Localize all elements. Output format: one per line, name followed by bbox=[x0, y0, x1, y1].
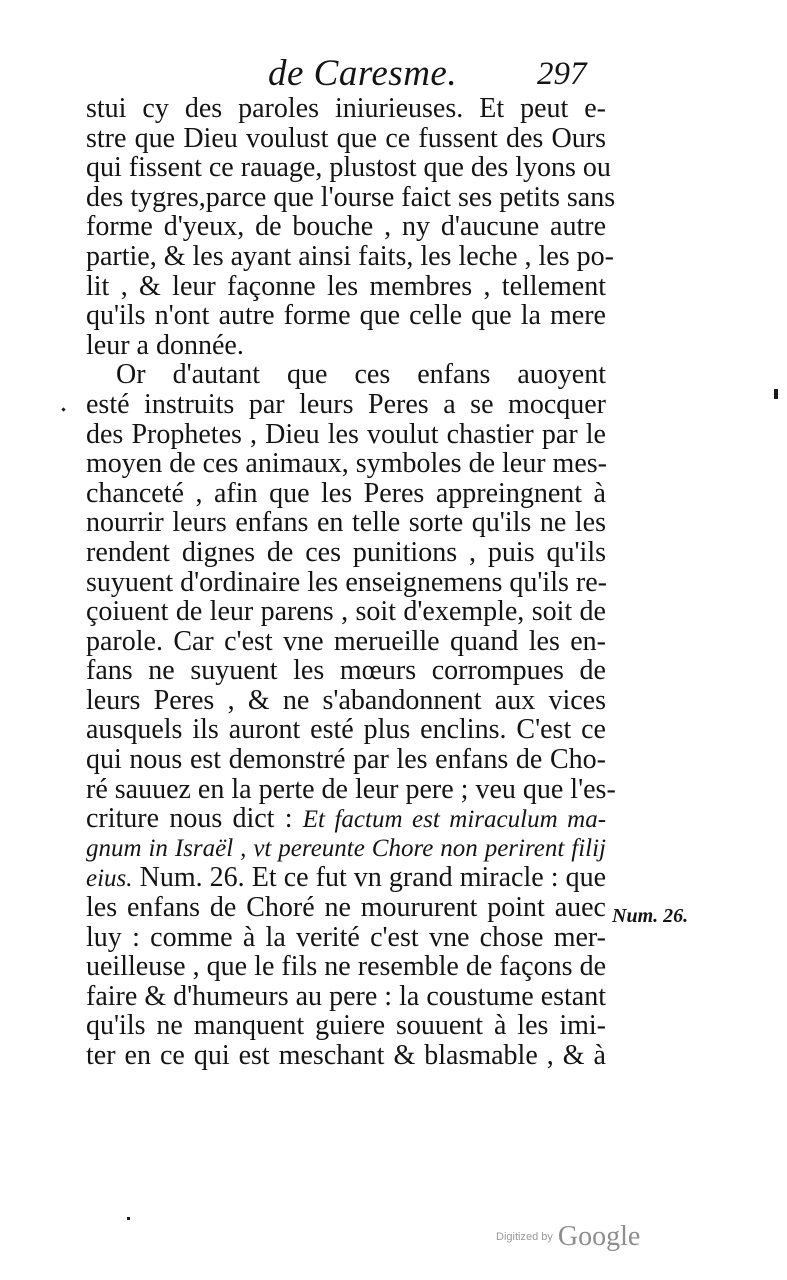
text-line: suyuent d'ordinaire les enseignemens qu'ils re- bbox=[86, 566, 607, 598]
running-title: de Caresme. bbox=[268, 53, 458, 94]
text-line: chanceté , afin que les Peres appreingnent à bbox=[86, 477, 606, 509]
text-line-with-quote bbox=[86, 863, 606, 893]
margin-mark bbox=[774, 389, 778, 399]
watermark-logo: Google bbox=[557, 1221, 641, 1252]
text-line: luy : comme à la verité c'est vne chose mer- bbox=[86, 921, 606, 953]
margin-mark bbox=[127, 1217, 130, 1220]
digitized-watermark bbox=[496, 1221, 640, 1253]
text-line: ausquels ils auront esté plus enclins. C'est ce bbox=[86, 714, 606, 746]
text-line: parole. Car c'est vne merueille quand les en- bbox=[86, 625, 606, 657]
latin-quote: eius. bbox=[86, 865, 133, 893]
text-line: lit , & leur façonne les membres , tellement bbox=[86, 270, 606, 302]
text-line: leur a donnée. bbox=[86, 329, 244, 361]
text-line: des Prophetes , Dieu les voulut chastier par le bbox=[86, 418, 606, 450]
text-line: ré sauuez en la perte de leur pere ; veu que l'es- bbox=[86, 773, 616, 805]
text-line: Or d'autant que ces enfans auoyent bbox=[116, 359, 606, 391]
page-number: 297 bbox=[537, 56, 587, 92]
text-line: faire & d'humeurs au pere : la coustume estant bbox=[86, 980, 606, 1012]
text-line: moyen de ces animaux, symboles de leur mes- bbox=[86, 448, 607, 480]
text-line: ter en ce qui est meschant & blasmable , & à bbox=[86, 1040, 606, 1071]
text-line: fans ne suyuent les mœurs corrompues de bbox=[86, 655, 606, 687]
text-line: çoiuent de leur parens , soit d'exemple, soit de bbox=[86, 596, 606, 628]
latin-quote: Et factum est miraculum ma- bbox=[302, 806, 607, 834]
text-line: qui nous est demonstré par les enfans de Cho- bbox=[86, 744, 606, 776]
text-line: des tygres,parce que l'ourse faict ses petits sans bbox=[86, 181, 616, 213]
margin-mark bbox=[61, 407, 65, 411]
latin-quote: gnum in Israël , vt pereunte Chore non perirent filij bbox=[86, 834, 606, 862]
text-line: nourrir leurs enfans en telle sorte qu'ils ne les bbox=[86, 507, 606, 539]
text-line: esté instruits par leurs Peres a se mocquer bbox=[86, 388, 606, 420]
text-line: les enfans de Choré ne moururent point auec bbox=[86, 892, 606, 924]
text-line: stre que Dieu voulust que ce fussent des Ours bbox=[86, 122, 606, 154]
text-line-with-quote bbox=[86, 804, 606, 834]
text-line: ueilleuse , que le fils ne resemble de façons de bbox=[86, 951, 606, 983]
text-line: qu'ils ne manquent guiere souuent à les imi- bbox=[86, 1010, 606, 1042]
text-line: partie, & les ayant ainsi faits, les leche , les po- bbox=[86, 240, 614, 272]
text-line: qui fissent ce rauage, plustost que des lyons ou bbox=[86, 152, 611, 184]
body-text bbox=[86, 93, 616, 1071]
watermark-prefix: Digitized by bbox=[496, 1231, 553, 1243]
text-line: rendent dignes de ces punitions , puis qu'ils bbox=[86, 536, 606, 568]
text-line: forme d'yeux, de bouche , ny d'aucune autre bbox=[86, 211, 606, 243]
text-segment: criture nous dict : bbox=[86, 803, 293, 835]
text-line: qu'ils n'ont autre forme que celle que la mere bbox=[86, 300, 606, 332]
text-segment: Num. 26. Et ce fut vn grand miracle : que bbox=[139, 862, 607, 894]
text-line: stui cy des paroles iniurieuses. Et peut e- bbox=[86, 93, 606, 124]
margin-note: Num. 26. bbox=[612, 905, 689, 927]
text-line: leurs Peres , & ne s'abandonnent aux vices bbox=[86, 684, 606, 716]
